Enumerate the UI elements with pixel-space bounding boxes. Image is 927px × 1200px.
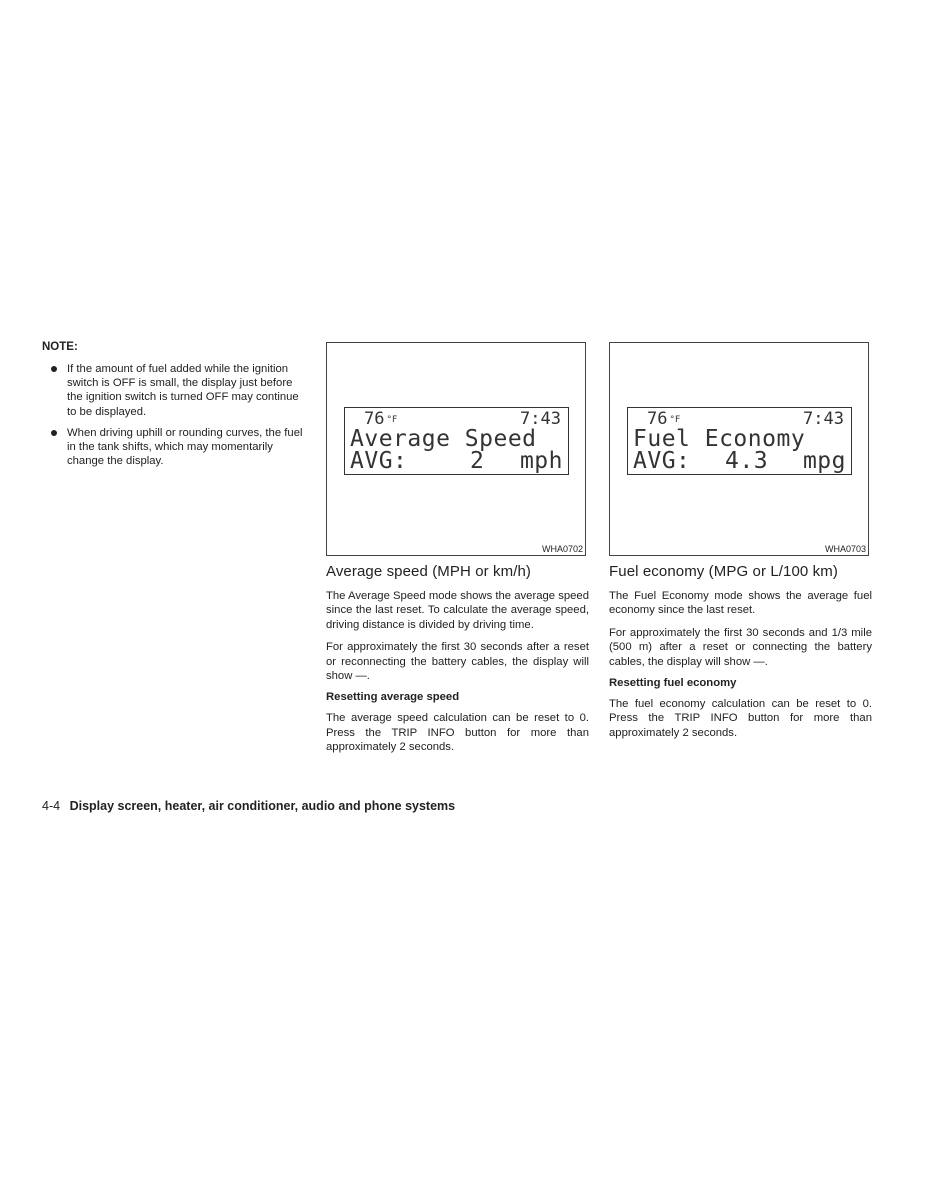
note-title: NOTE: [42, 341, 78, 353]
paragraph: For approximately the first 30 seconds after a reset or reconnecting the battery cables, the display will show —. [326, 641, 589, 683]
paragraph: For approximately the first 30 seconds and 1/3 mile (500 m) after a reset or connecting the battery cables, the display will show —. [609, 626, 872, 668]
section-average-speed [326, 563, 589, 763]
paragraph: The fuel economy calculation can be reset to 0. Press the TRIP INFO button for more than approximately 2 seconds. [609, 698, 872, 739]
bullet-icon [51, 366, 57, 372]
chapter-title: Display screen, heater, air conditioner, audio and phone systems [69, 799, 456, 813]
note-item-text: If the amount of fuel added while the ignition switch is OFF is small, the display just before the ignition switch is turned OFF may continue to be displayed. [67, 363, 299, 418]
page-number: 4-4 [42, 799, 61, 813]
lcd-unit: mph [519, 448, 563, 474]
paragraph: The average speed calculation can be reset to 0. Press the TRIP INFO button for more than approximately 2 seconds. [326, 712, 589, 754]
lcd-display [344, 407, 569, 475]
lcd-unit: mpg [802, 448, 846, 474]
note-item [42, 426, 306, 469]
lcd-value: 2 [470, 448, 485, 474]
lcd-value: 4.3 [725, 448, 769, 474]
section-heading: Fuel economy (MPG or L/100 km) [609, 563, 838, 580]
paragraph: The Average Speed mode shows the average speed since the last reset. To calculate the average speed, driving distance is divided by driving time. [326, 590, 589, 631]
lcd-temperature: 76 °F [647, 409, 681, 429]
lcd-mode-label: Average Speed [350, 426, 537, 452]
figure-average-speed [326, 342, 586, 556]
subheading: Resetting average speed [326, 691, 460, 704]
lcd-clock: 7:43 [803, 409, 844, 429]
section-fuel-economy [609, 563, 872, 748]
bullet-icon [51, 430, 57, 436]
paragraph: The Fuel Economy mode shows the average fuel economy since the last reset. [609, 590, 872, 617]
lcd-temperature: 76 °F [364, 409, 398, 429]
lcd-mode-label: Fuel Economy [633, 426, 806, 452]
page-footer [42, 799, 455, 813]
figure-fuel-economy [609, 342, 869, 556]
subheading: Resetting fuel economy [609, 677, 737, 690]
section-heading: Average speed (MPH or km/h) [326, 563, 532, 580]
figure-id: WHA0703 [824, 544, 866, 554]
lcd-avg-label: AVG: [350, 448, 408, 474]
note-item [42, 362, 306, 419]
note-item-text: When driving uphill or rounding curves, the fuel in the tank shifts, which may momentarily change the display. [67, 426, 303, 468]
note-list [42, 362, 306, 475]
lcd-clock: 7:43 [520, 409, 561, 429]
lcd-display [627, 407, 852, 475]
figure-id: WHA0702 [541, 544, 583, 554]
lcd-avg-label: AVG: [633, 448, 691, 474]
